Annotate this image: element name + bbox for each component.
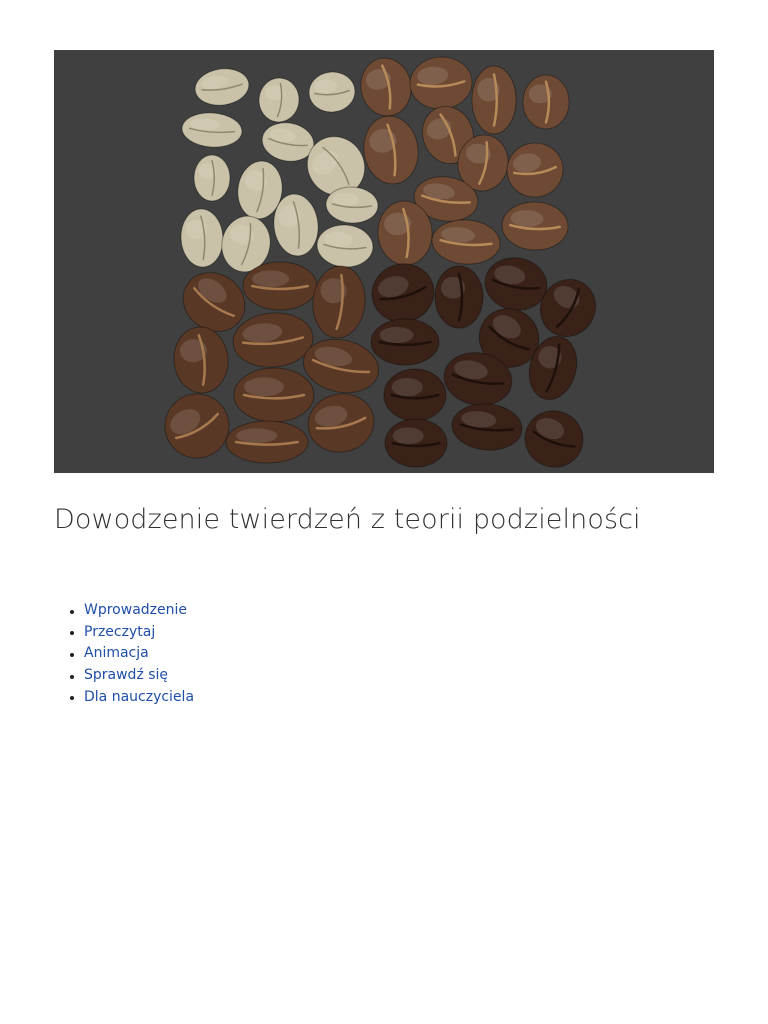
toc-item-introduction: [84, 600, 194, 622]
coffee-bean: [517, 403, 591, 473]
coffee-beans-photo: [54, 50, 714, 473]
toc-link-introduction[interactable]: Wprowadzenie: [84, 602, 187, 618]
coffee-bean: [231, 310, 315, 371]
coffee-bean: [366, 257, 441, 329]
coffee-bean: [234, 368, 314, 422]
coffee-bean: [385, 419, 447, 467]
coffee-bean: [310, 264, 368, 340]
coffee-bean: [153, 382, 240, 469]
coffee-bean: [193, 65, 251, 108]
toc-link-read[interactable]: Przeczytaj: [84, 623, 156, 640]
coffee-bean: [384, 369, 446, 421]
coffee-bean: [356, 54, 415, 120]
coffee-bean: [171, 325, 231, 395]
toc-item-animation: [84, 643, 194, 665]
coffee-bean: [194, 155, 230, 201]
coffee-bean: [504, 139, 567, 200]
coffee-bean: [435, 266, 483, 328]
coffee-bean: [257, 76, 301, 123]
toc-item-for-teacher: [84, 687, 194, 709]
coffee-bean: [180, 208, 225, 268]
toc-item-check-yourself: [84, 665, 194, 687]
toc-link-animation[interactable]: Animacja: [84, 645, 149, 662]
coffee-bean: [523, 75, 569, 129]
coffee-bean: [307, 70, 356, 114]
coffee-bean: [226, 421, 308, 463]
coffee-bean: [450, 401, 524, 453]
toc-link-for-teacher[interactable]: Dla nauczyciela: [84, 688, 195, 705]
coffee-bean: [501, 201, 569, 251]
toc-item-read: [84, 622, 194, 644]
page-title: Dowodzenie twierdzeń z teorii podzielności: [54, 504, 641, 535]
hero-image: [54, 50, 714, 473]
coffee-bean: [360, 113, 423, 188]
coffee-bean: [181, 111, 243, 149]
coffee-bean: [472, 66, 516, 134]
coffee-bean: [408, 55, 473, 111]
coffee-bean: [371, 319, 439, 365]
coffee-bean: [316, 223, 375, 269]
coffee-bean: [243, 262, 317, 310]
toc-link-check-yourself[interactable]: Sprawdź się: [84, 667, 169, 684]
coffee-bean: [431, 218, 502, 267]
table-of-contents: [54, 600, 194, 709]
